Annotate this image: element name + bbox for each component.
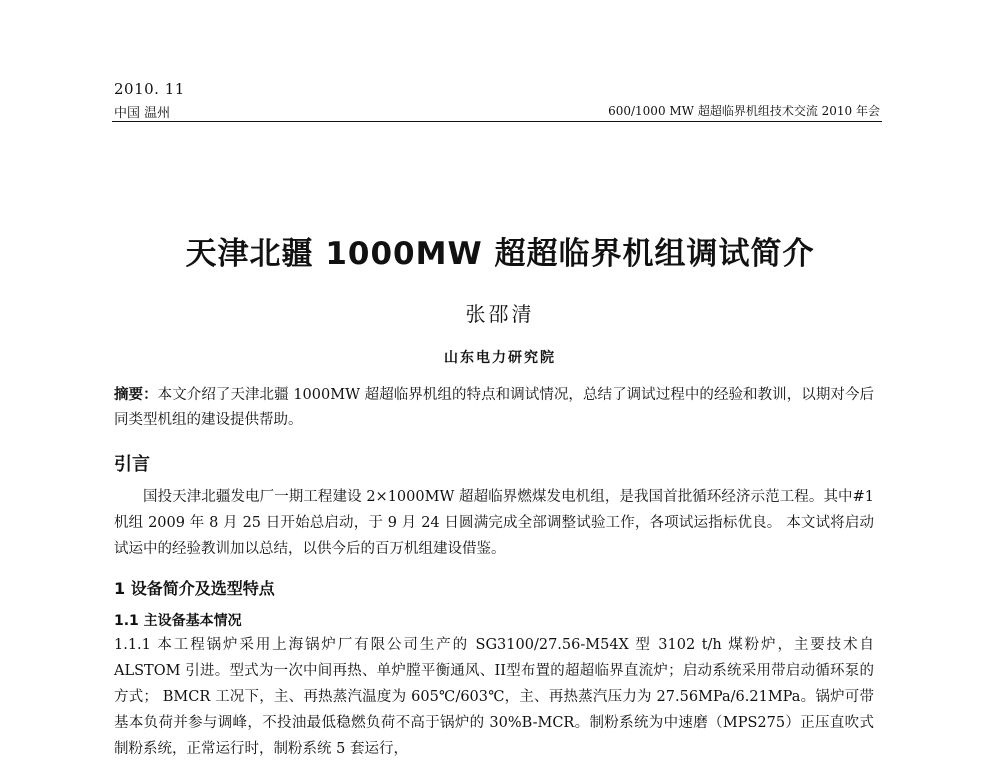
paper-author: 张邵清 [465,302,535,326]
abstract-label: 摘要： [114,387,158,403]
section-1-1-1-paragraph: 1.1.1 本工程锅炉采用上海锅炉厂有限公司生产的 SG3100/27.56-M54X 型 3102 t/h 煤粉炉，主要技术自 ALSTOM 引进。型式为一次中间再热、单炉膛平衡通风、II型布置的超超临界直流炉；启动系统采用带启动循环泵的方式； BMCR 工况下，主、再热蒸汽温度为 605℃/603℃，主、再热蒸汽压力为 27.56MPa/6.21MPa。锅炉可带基本负荷并参与调峰，不投油最低稳燃负荷不高于锅炉的 30%B-MCR。制粉系统为中速磨（MPS275）正压直吹式制粉系统，正常运行时，制粉系统 5 套运行， [114,637,874,757]
header-date: 2010. 11 [114,80,185,98]
abstract-text: 本文介绍了天津北疆 1000MW 超超临界机组的特点和调试情况，总结了调试过程中的经验和教训，以期对今后同类型机组的建设提供帮助。 [114,387,874,428]
intro-paragraph: 国投天津北疆发电厂一期工程建设 2×1000MW 超超临界燃煤发电机组，是我国首批循环经济示范工程。其中#1 机组 2009 年 8 月 25 日开始总启动，于 9 月 24 日圆满完成全部调整试验工作，各项试运指标优良。 本文试将启动试运中的经验教训加以总结，以供今后的百万机组建设借鉴。 [114,489,874,557]
section-1-1-heading: 1.1 主设备基本情况 [114,613,242,629]
paper-title: 天津北疆 1000MW 超超临界机组调试简介 [185,236,815,272]
section-1-heading: 1 设备简介及选型特点 [114,579,275,598]
abstract [114,383,874,433]
header-conference: 600/1000 MW 超超临界机组技术交流 2010 年会 [608,104,880,118]
header-rule [112,121,882,122]
header-place: 中国 温州 [114,106,171,121]
intro-heading: 引言 [114,454,150,475]
paper-affiliation: 山东电力研究院 [444,350,556,366]
